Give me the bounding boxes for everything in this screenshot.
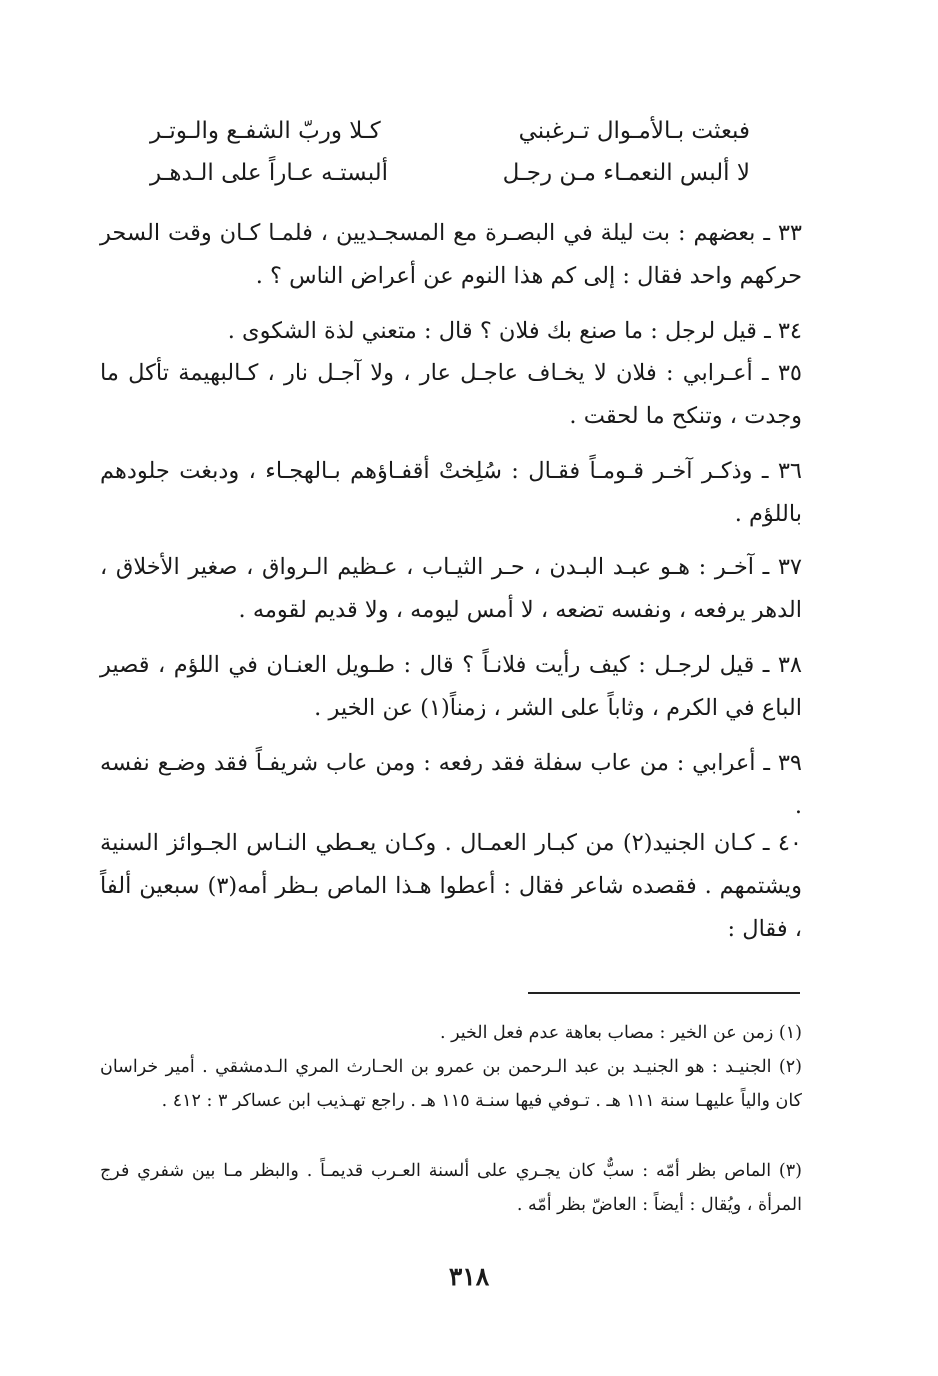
paragraph-37: ٣٧ ـ آخـر : هـو عبـد البـدن ، حـر الثيـاب ، عـظيم الـرواق ، صغير الأخلاق ، الدهر يرفعه ، ونفسه تضعه ، لا أمس ليومه ، ولا قديم لقومه .	[100, 554, 802, 623]
paragraph-33: ٣٣ ـ بعضهم : بت ليلة في البصـرة مع المسجـديين ، فلمـا كـان وقت السحر حركهم واحد فقال : إلى كم هذا النوم عن أعراض الناس ؟ .	[100, 220, 802, 289]
poem-verse-1	[150, 118, 750, 158]
footnote-2: (٢) الجنيـد : هو الجنيـد بن عبد الـرحمن بن عمرو بن الحـارث المري الـدمشقي . أمير خراسان كان والياً عليهـا سنة ١١١ هـ . تـوفي فيها سنـة ١١٥ هـ . راجع تهـذيب ابن عساكر ٣ : ٤١٢ .	[100, 1057, 802, 1111]
poem-verse-2	[150, 160, 750, 200]
paragraph-38: ٣٨ ـ قيل لرجـل : كيف رأيت فلانـاً ؟ قال : طـويل العنـان في اللؤم ، قصير الباع في الكرم ، وثاباً على الشر ، زمناً(١) عن الخير .	[100, 652, 802, 721]
footnote-3: (٣) الماص بظر أمّه : سبٌّ كان يجـري على ألسنة العـرب قديمـاً . والبظر مـا بين شفري فرج المرأة ، ويُقال : أيضاً : العاضّ بظر أمّه .	[100, 1161, 802, 1215]
paragraph-36: ٣٦ ـ وذكـر آخـر قـومـاً فقـال : سُلِختْ أقفـاؤهم بـالهجـاء ، ودبغت جلودهم باللؤم .	[100, 458, 802, 527]
page-number: ٣١٨	[448, 1262, 490, 1291]
verse-1-first-hemistich: فبعثت بـالأمـوال تـرغبني	[518, 118, 750, 144]
verse-2-second-hemistich: ألبستـه عـاراً على الـدهـر	[150, 160, 389, 186]
verse-2-first-hemistich: لا ألبس النعمـاء مـن رجـل	[502, 160, 750, 186]
paragraph-35: ٣٥ ـ أعـرابي : فلان لا يخـاف عاجـل عار ، ولا آجـل نار ، كـالبهيمة تأكل ما وجدت ، وتنكح ما لحقت .	[100, 360, 802, 429]
footnote-1: (١) زمن عن الخير : مصاب بعاهة عدم فعل الخير .	[439, 1023, 802, 1043]
paragraph-40: ٤٠ ـ كـان الجنيد(٢) من كبـار العمـال . وكـان يعـطي النـاس الجـوائز السنية ويشتمهم . فقصده شاعر فقال : أعطوا هـذا الماص بـظر أمه(٣) سبعين ألفاً ، فقال :	[100, 830, 803, 942]
paragraph-39: ٣٩ ـ أعرابي : من عاب سفلة فقد رفعه : ومن عاب شريفـاً فقد وضـع نفسه .	[100, 750, 802, 819]
footnote-separator	[528, 992, 800, 994]
paragraph-34: ٣٤ ـ قيل لرجل : ما صنع بك فلان ؟ قال : متعني لذة الشكوى .	[227, 318, 802, 344]
verse-1-second-hemistich: كـلا وربّ الشفـع والـوتـر	[150, 118, 381, 144]
